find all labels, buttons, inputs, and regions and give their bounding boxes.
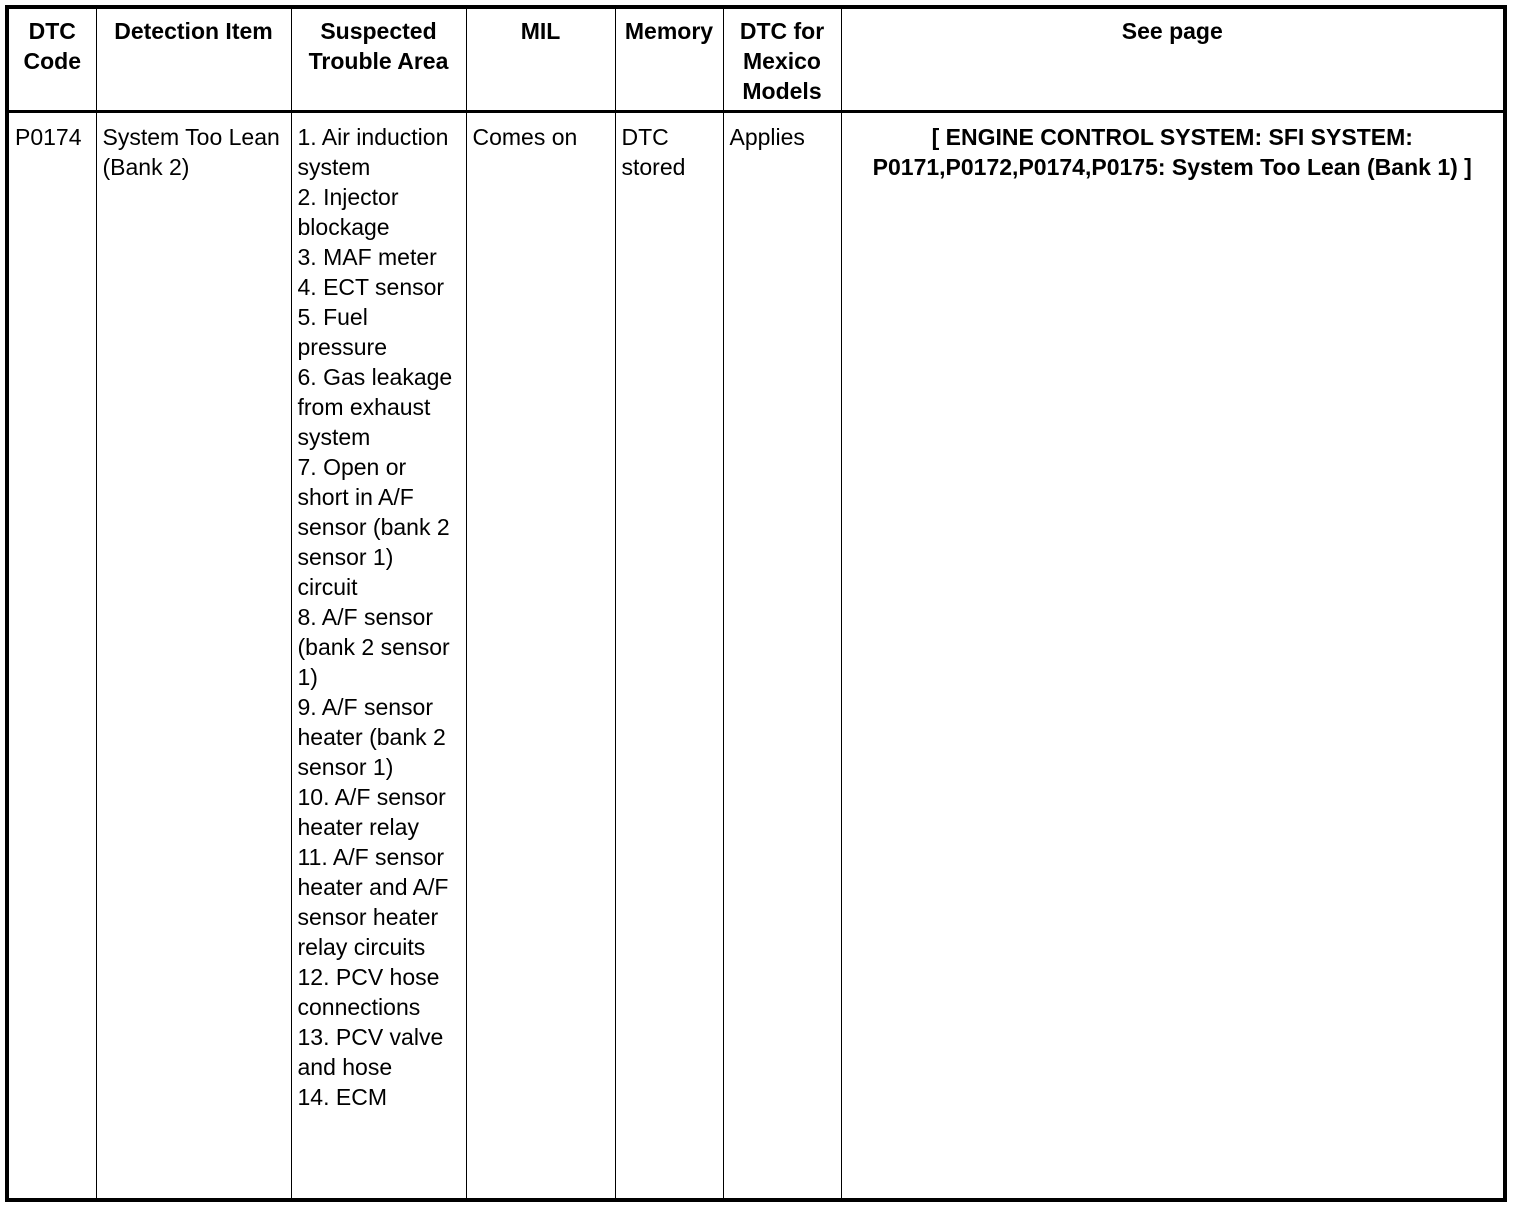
header-detection-item: Detection Item <box>96 7 291 112</box>
trouble-area-item: 1. Air induction system <box>297 124 449 180</box>
trouble-area-item: 7. Open or short in A/F sensor (bank 2 sensor 1) circuit <box>297 454 450 600</box>
cell-mil: Comes on <box>466 112 615 1201</box>
header-mil: MIL <box>466 7 615 112</box>
table-row <box>7 112 1505 1201</box>
header-row <box>7 7 1505 112</box>
cell-suspected-trouble-area <box>291 112 466 1201</box>
cell-dtc-mexico: Applies <box>723 112 841 1201</box>
header-dtc-code: DTC Code <box>7 7 96 112</box>
trouble-area-item: 13. PCV valve and hose <box>297 1024 444 1080</box>
trouble-area-item: 2. Injector blockage <box>297 184 399 240</box>
header-see-page: See page <box>841 7 1505 112</box>
cell-detection-item: System Too Lean (Bank 2) <box>96 112 291 1201</box>
trouble-area-item: 14. ECM <box>297 1084 387 1110</box>
trouble-area-item: 12. PCV hose connections <box>297 964 440 1020</box>
trouble-area-item: 11. A/F sensor heater and A/F sensor heater relay circuits <box>297 844 449 960</box>
header-dtc-mexico: DTC for Mexico Models <box>723 7 841 112</box>
see-page-link[interactable]: [ ENGINE CONTROL SYSTEM: SFI SYSTEM: P0171,P0172,P0174,P0175: System Too Lean (Bank 1) ] <box>841 112 1505 1201</box>
trouble-area-item: 6. Gas leakage from exhaust system <box>297 364 453 450</box>
trouble-area-item: 9. A/F sensor heater (bank 2 sensor 1) <box>297 694 446 780</box>
trouble-area-item: 8. A/F sensor (bank 2 sensor 1) <box>297 604 450 690</box>
cell-dtc-code: P0174 <box>7 112 96 1201</box>
trouble-area-item: 4. ECT sensor <box>297 274 445 300</box>
trouble-area-item: 10. A/F sensor heater relay <box>297 784 446 840</box>
header-memory: Memory <box>615 7 723 112</box>
trouble-area-item: 5. Fuel pressure <box>297 304 387 360</box>
header-suspected-trouble-area: Suspected Trouble Area <box>291 7 466 112</box>
dtc-table <box>5 5 1507 1202</box>
trouble-area-item: 3. MAF meter <box>297 244 437 270</box>
cell-memory: DTC stored <box>615 112 723 1201</box>
